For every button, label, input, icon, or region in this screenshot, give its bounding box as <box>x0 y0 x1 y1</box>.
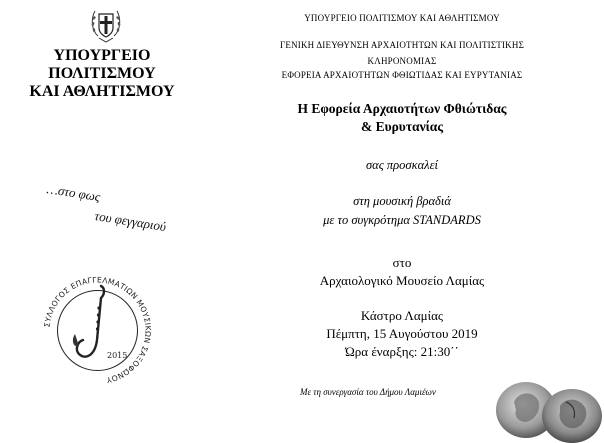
cooperation-text: Με τη συνεργασία του Δήμου Λαμιέων <box>300 387 436 397</box>
ancient-coins-icon <box>486 372 604 443</box>
date-text: Πέμπτη, 15 Αυγούστου 2019 <box>326 326 478 341</box>
saxophone-association-logo <box>35 268 160 393</box>
event-line-2: με το συγκρότημα STANDARDS <box>323 213 481 227</box>
saxophone-logo-ring-text: ΣΥΛΛΟΓΟΣ ΕΠΑΓΓΕΛΜΑΤΙΩΝ ΜΟΥΣΙΚΩΝ ΣΑΞΟΦΩΝΟΥ <box>42 275 153 385</box>
slogan-line-2: του φεγγαριού <box>93 208 168 235</box>
saxophone-icon <box>35 268 160 393</box>
venue-text: Αρχαιολογικό Μουσείο Λαμίας <box>319 273 485 288</box>
greek-emblem-icon <box>89 6 123 46</box>
at-text: στο <box>392 255 412 270</box>
ministry-logo-line-3: ΚΑΙ ΑΘΛΗΤΙΣΜΟΥ <box>29 83 175 100</box>
header-ministry: ΥΠΟΥΡΓΕΙΟ ΠΟΛΙΤΙΣΜΟΥ ΚΑΙ ΑΘΛΗΤΙΣΜΟΥ <box>304 13 500 23</box>
ministry-logo-text <box>12 47 192 101</box>
slogan-line-1: …στο φως <box>45 181 102 205</box>
ministry-logo-line-1: ΥΠΟΥΡΓΕΙΟ <box>53 47 151 64</box>
host-line-2: & Ευρυτανίας <box>360 119 444 134</box>
host-line-1: Η Εφορεία Αρχαιοτήτων Φθιώτιδας <box>297 101 507 116</box>
event-line-1: στη μουσική βραδιά <box>353 194 451 208</box>
time-text: Ώρα έναρξης: 21:30΄΄ <box>345 344 459 359</box>
header-ephorate: ΕΦΟΡΕΙΑ ΑΡΧΑΙΟΤΗΤΩΝ ΦΘΙΩΤΙΔΑΣ ΚΑΙ ΕΥΡΥΤΑΝΙΑΣ <box>281 70 523 80</box>
header-directorate-line-1: ΓΕΝΙΚΗ ΔΙΕΥΘΥΝΣΗ ΑΡΧΑΙΟΤΗΤΩΝ ΚΑΙ ΠΟΛΙΤΙΣΤΙΚΗΣ <box>279 40 525 50</box>
header-directorate-line-2: ΚΛΗΡΟΝΟΜΙΑΣ <box>367 56 437 66</box>
ministry-logo-line-2: ΠΟΛΙΤΙΣΜΟΥ <box>48 65 156 82</box>
saxophone-logo-year: 2015 <box>107 351 128 360</box>
invites-text: σας προσκαλεί <box>366 158 438 172</box>
location-text: Κάστρο Λαμίας <box>360 308 444 323</box>
